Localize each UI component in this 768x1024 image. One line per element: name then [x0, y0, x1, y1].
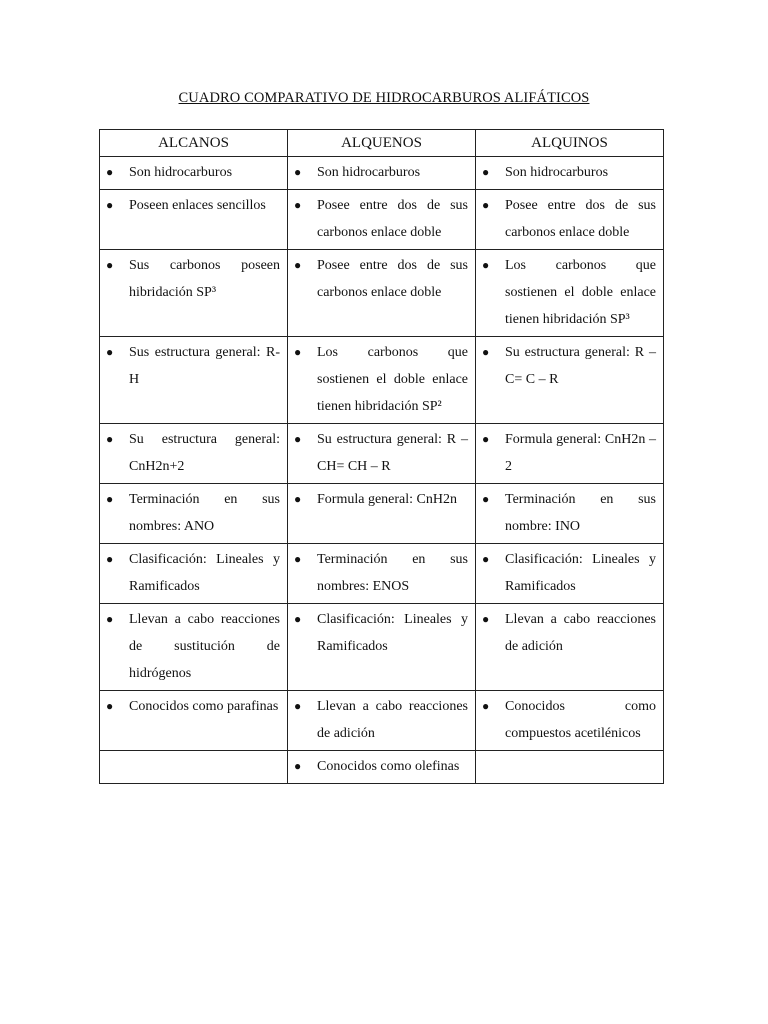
list-item [480, 486, 656, 540]
list-item [480, 546, 656, 600]
bullet-icon: ● [294, 345, 302, 359]
table-cell-alquinos [476, 484, 664, 544]
bullet-icon: ● [294, 552, 302, 566]
list-item [292, 426, 468, 480]
bullet-icon: ● [294, 699, 302, 713]
document-title: CUADRO COMPARATIVO DE HIDROCARBUROS ALIFÁTICOS [178, 90, 590, 106]
table-cell-alquinos [476, 250, 664, 337]
table-cell-alquinos [476, 691, 664, 751]
cell-text: Los carbonos que sostienen el doble enlace tienen hibridación SP² [317, 345, 468, 414]
cell-text: Terminación en sus nombre: INO [505, 492, 656, 534]
list-item [292, 606, 468, 660]
list-item [292, 252, 468, 306]
list-item [480, 426, 656, 480]
table-row [100, 190, 664, 250]
cell-text: Formula general: CnH2n – 2 [505, 432, 656, 474]
header-alcanos: ALCANOS [100, 130, 288, 157]
cell-text: Posee entre dos de sus carbonos enlace doble [317, 198, 468, 240]
list-item [104, 606, 280, 687]
cell-text: Sus carbonos poseen hibridación SP³ [129, 258, 280, 300]
bullet-icon: ● [106, 699, 114, 713]
cell-text: Clasificación: Lineales y Ramificados [129, 552, 280, 594]
table-row [100, 157, 664, 190]
table-cell-alcanos [100, 691, 288, 751]
cell-text: Terminación en sus nombres: ENOS [317, 552, 468, 594]
bullet-icon: ● [482, 432, 490, 446]
cell-text: Su estructura general: CnH2n+2 [129, 432, 280, 474]
table-cell-alcanos [100, 250, 288, 337]
table-row [100, 604, 664, 691]
table-cell-alquinos [476, 190, 664, 250]
list-item [292, 192, 468, 246]
bullet-icon: ● [482, 492, 490, 506]
bullet-icon: ● [106, 612, 114, 626]
table-row [100, 484, 664, 544]
bullet-icon: ● [106, 492, 114, 506]
table-cell-alquenos [288, 751, 476, 784]
table-row [100, 424, 664, 484]
table-cell-alquinos [476, 157, 664, 190]
cell-text: Conocidos como olefinas [317, 759, 460, 774]
bullet-icon: ● [106, 345, 114, 359]
bullet-icon: ● [482, 552, 490, 566]
cell-text: Llevan a cabo reacciones de adición [317, 699, 468, 741]
list-item [104, 339, 280, 393]
table-cell-alcanos [100, 424, 288, 484]
table-row [100, 337, 664, 424]
table-cell-alquenos [288, 604, 476, 691]
list-item [104, 693, 280, 720]
list-item [480, 606, 656, 660]
list-item [480, 192, 656, 246]
bullet-icon: ● [106, 258, 114, 272]
bullet-icon: ● [106, 552, 114, 566]
bullet-icon: ● [294, 165, 302, 179]
table-row [100, 751, 664, 784]
bullet-icon: ● [294, 492, 302, 506]
bullet-icon: ● [294, 432, 302, 446]
cell-text: Poseen enlaces sencillos [129, 198, 266, 213]
table-cell-alcanos [100, 751, 288, 784]
list-item [292, 486, 468, 513]
bullet-icon: ● [294, 258, 302, 272]
bullet-icon: ● [106, 198, 114, 212]
cell-text: Formula general: CnH2n [317, 492, 457, 507]
bullet-icon: ● [482, 699, 490, 713]
list-item [292, 546, 468, 600]
list-item [292, 693, 468, 747]
cell-text: Conocidos como parafinas [129, 699, 279, 714]
table-cell-alcanos [100, 190, 288, 250]
bullet-icon: ● [482, 165, 490, 179]
bullet-icon: ● [482, 258, 490, 272]
list-item [480, 339, 656, 393]
list-item [480, 252, 656, 333]
table-row [100, 544, 664, 604]
cell-text: Llevan a cabo reacciones de adición [505, 612, 656, 654]
table-row [100, 250, 664, 337]
bullet-icon: ● [106, 165, 114, 179]
cell-text: Son hidrocarburos [129, 165, 233, 180]
table-cell-alquenos [288, 157, 476, 190]
cell-text: Su estructura general: R – CH= CH – R [317, 432, 468, 474]
list-item [480, 693, 656, 747]
cell-text: Son hidrocarburos [505, 165, 609, 180]
table-cell-alcanos [100, 604, 288, 691]
list-item [104, 546, 280, 600]
table-cell-alquenos [288, 337, 476, 424]
table-cell-alquinos [476, 604, 664, 691]
bullet-icon: ● [482, 198, 490, 212]
header-alquenos: ALQUENOS [288, 130, 476, 157]
list-item [104, 252, 280, 306]
list-item [480, 159, 656, 186]
cell-text: Los carbonos que sostienen el doble enlace tienen hibridación SP³ [505, 258, 656, 327]
header-alquinos: ALQUINOS [476, 130, 664, 157]
bullet-icon: ● [294, 759, 302, 773]
table-cell-alcanos [100, 157, 288, 190]
cell-text: Clasificación: Lineales y Ramificados [317, 612, 468, 654]
cell-text: Su estructura general: R – C= C – R [505, 345, 656, 387]
cell-text: Son hidrocarburos [317, 165, 421, 180]
table-cell-alcanos [100, 544, 288, 604]
bullet-icon: ● [106, 432, 114, 446]
table-cell-alquenos [288, 190, 476, 250]
cell-text: Posee entre dos de sus carbonos enlace doble [317, 258, 468, 300]
table-cell-alquinos [476, 337, 664, 424]
table-cell-alquenos [288, 424, 476, 484]
list-item [292, 159, 468, 186]
list-item [104, 192, 280, 219]
list-item [292, 753, 468, 780]
cell-text: Clasificación: Lineales y Ramificados [505, 552, 656, 594]
list-item [104, 426, 280, 480]
table-cell-alquenos [288, 691, 476, 751]
table-cell-alcanos [100, 337, 288, 424]
bullet-icon: ● [294, 612, 302, 626]
bullet-icon: ● [294, 198, 302, 212]
table-cell-alcanos [100, 484, 288, 544]
cell-text: Terminación en sus nombres: ANO [129, 492, 280, 534]
list-item [104, 159, 280, 186]
cell-text: Llevan a cabo reacciones de sustitución de hidrógenos [129, 612, 280, 681]
cell-text: Sus estructura general: R-H [129, 345, 280, 387]
table-cell-alquinos [476, 424, 664, 484]
cell-text: Posee entre dos de sus carbonos enlace doble [505, 198, 656, 240]
table-row [100, 691, 664, 751]
bullet-icon: ● [482, 612, 490, 626]
cell-text: Conocidos como compuestos acetilénicos [505, 699, 656, 741]
table-cell-alquenos [288, 250, 476, 337]
table-cell-alquenos [288, 484, 476, 544]
comparison-table [99, 129, 664, 784]
table-cell-alquinos [476, 544, 664, 604]
bullet-icon: ● [482, 345, 490, 359]
header-row [100, 130, 664, 157]
table-cell-alquinos [476, 751, 664, 784]
list-item [292, 339, 468, 420]
list-item [104, 486, 280, 540]
table-cell-alquenos [288, 544, 476, 604]
